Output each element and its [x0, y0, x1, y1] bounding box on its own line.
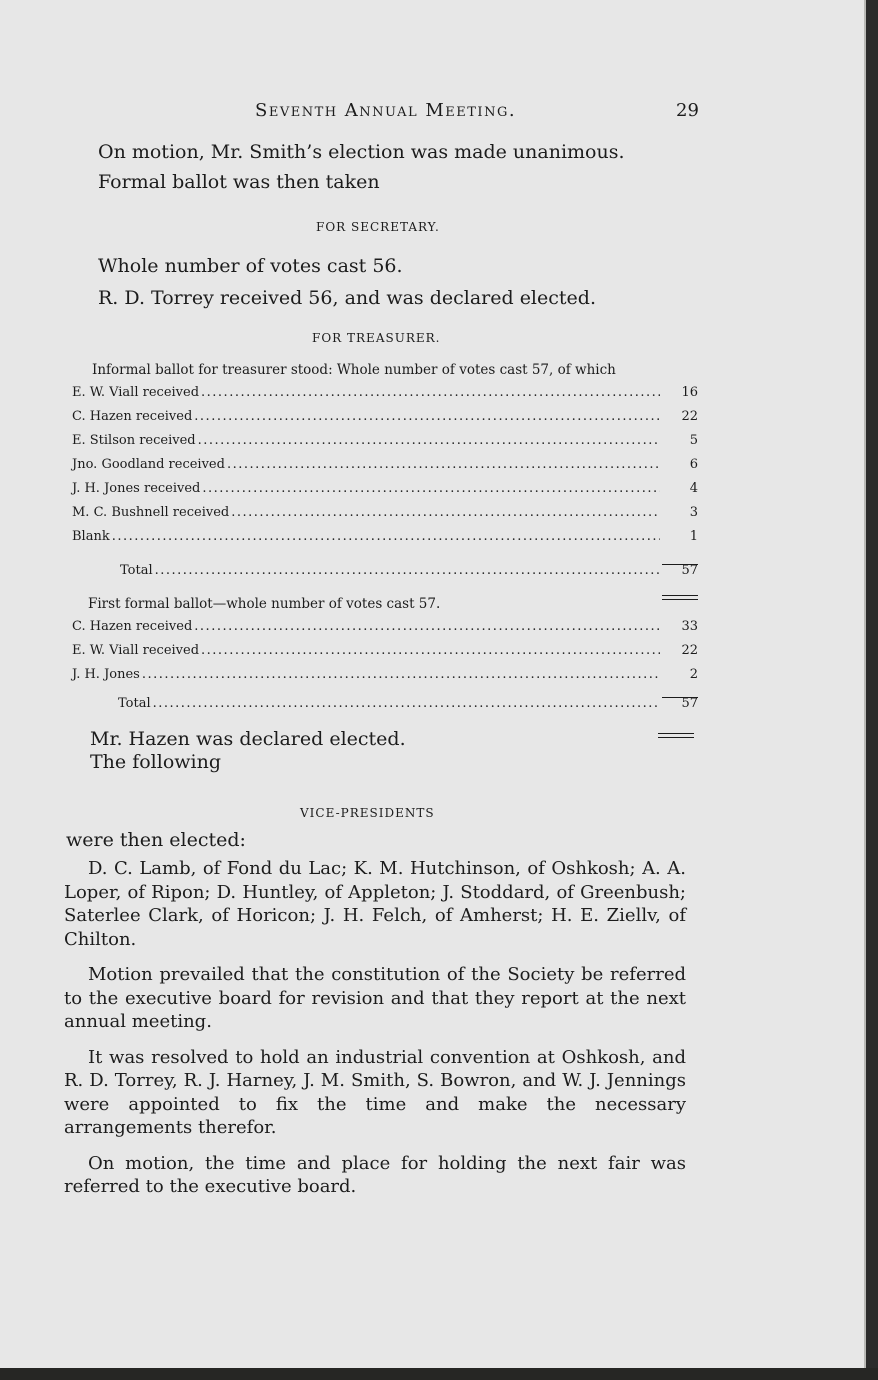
candidate-name: Blank	[72, 529, 110, 544]
vice-presidents-heading: VICE-PRESIDENTS	[300, 806, 435, 820]
table-row	[72, 643, 698, 663]
treasurer-ballot-table	[72, 385, 698, 715]
hazen-elected-line: Mr. Hazen was declared elected.	[90, 728, 406, 750]
vote-count: 3	[689, 505, 698, 520]
dot-leader	[201, 643, 660, 658]
page-number: 29	[676, 100, 699, 121]
intro-line: On motion, Mr. Smith’s election was made unanimous.	[98, 141, 625, 163]
candidate-name: E. Stilson received	[72, 433, 196, 448]
vote-count: 2	[689, 667, 698, 682]
total-count: 57	[681, 696, 698, 711]
secretary-line: R. D. Torrey received 56, and was declared elected.	[98, 287, 596, 309]
double-rule	[658, 733, 694, 738]
page-header	[0, 100, 864, 130]
dot-leader	[194, 619, 660, 634]
paragraph-next-fair: On motion, the time and place for holding the next fair was referred to the executive board.	[64, 1152, 686, 1197]
dot-leader	[201, 385, 660, 400]
dot-leader	[155, 563, 660, 578]
candidate-name: C. Hazen received	[72, 619, 193, 634]
candidate-name: E. W. Viall received	[72, 385, 200, 400]
vote-count: 1	[689, 529, 698, 544]
candidate-name: M. C. Bushnell received	[72, 505, 230, 520]
table-row	[72, 505, 698, 525]
following-line: The following	[90, 751, 221, 773]
candidate-name: Jno. Goodland received	[72, 457, 225, 472]
candidate-name: C. Hazen received	[72, 409, 193, 424]
vote-count: 4	[689, 481, 698, 496]
dot-leader	[153, 696, 660, 711]
vote-count: 22	[681, 643, 698, 658]
table-row	[72, 529, 698, 549]
total-label: Total	[118, 696, 151, 711]
table-row	[72, 457, 698, 477]
candidate-name: J. H. Jones	[72, 667, 140, 682]
candidate-name: E. W. Viall received	[72, 643, 200, 658]
table-row	[72, 619, 698, 639]
table-row	[72, 409, 698, 429]
table-row	[72, 385, 698, 405]
total-row	[118, 696, 698, 716]
running-head: Seventh Annual Meeting.	[255, 100, 517, 121]
dot-leader	[231, 505, 660, 520]
paragraph-convention: It was resolved to hold an industrial convention at Oshkosh, and R. D. Torrey, R. J. Harney, J. M. Smith, S. Bowron, and W. J. Jennings were appointed to fix the time and make the necessary arrangements therefor.	[64, 1046, 686, 1138]
treasurer-heading: FOR TREASURER.	[312, 331, 441, 345]
table-row	[72, 667, 698, 687]
dot-leader	[194, 409, 660, 424]
vote-count: 33	[681, 619, 698, 634]
dot-leader	[198, 433, 660, 448]
dot-leader	[202, 481, 660, 496]
intro-line: Formal ballot was then taken	[98, 171, 380, 193]
secretary-heading: FOR SECRETARY.	[316, 220, 440, 234]
vote-count: 22	[681, 409, 698, 424]
vote-count: 16	[681, 385, 698, 400]
scan-bottom-edge	[0, 1368, 878, 1380]
secretary-line: Whole number of votes cast 56.	[98, 255, 403, 277]
vote-count: 6	[689, 457, 698, 472]
dot-leader	[227, 457, 660, 472]
vice-lead-line: were then elected:	[66, 829, 246, 851]
formal-ballot-caption-row	[88, 596, 648, 616]
scan-spine-edge	[864, 0, 878, 1380]
total-count: 57	[681, 563, 698, 578]
formal-ballot-caption: First formal ballot—whole number of votes cast 57.	[88, 596, 441, 612]
candidate-name: J. H. Jones received	[72, 481, 201, 496]
dot-leader	[142, 667, 660, 682]
paragraph-vice-presidents: D. C. Lamb, of Fond du Lac; K. M. Hutchinson, of Oshkosh; A. A. Loper, of Ripon; D. Huntley, of Appleton; J. Stoddard, of Greenbush; Saterlee Clark, of Horicon; J. H. Felch, of Amherst; H. E. Ziellv, of Chilton.	[64, 858, 686, 950]
paragraph-constitution: Motion prevailed that the constitution of the Society be referred to the executive board for revision and that they report at the next annual meeting.	[64, 964, 686, 1032]
table-row	[72, 481, 698, 501]
vote-count: 5	[689, 433, 698, 448]
double-rule	[662, 595, 698, 600]
informal-ballot-caption: Informal ballot for treasurer stood: Whole number of votes cast 57, of which	[92, 362, 616, 378]
dot-leader	[112, 529, 660, 544]
total-label: Total	[120, 563, 153, 578]
body-paragraphs	[64, 857, 686, 1211]
table-row	[72, 433, 698, 453]
total-row	[120, 563, 698, 583]
